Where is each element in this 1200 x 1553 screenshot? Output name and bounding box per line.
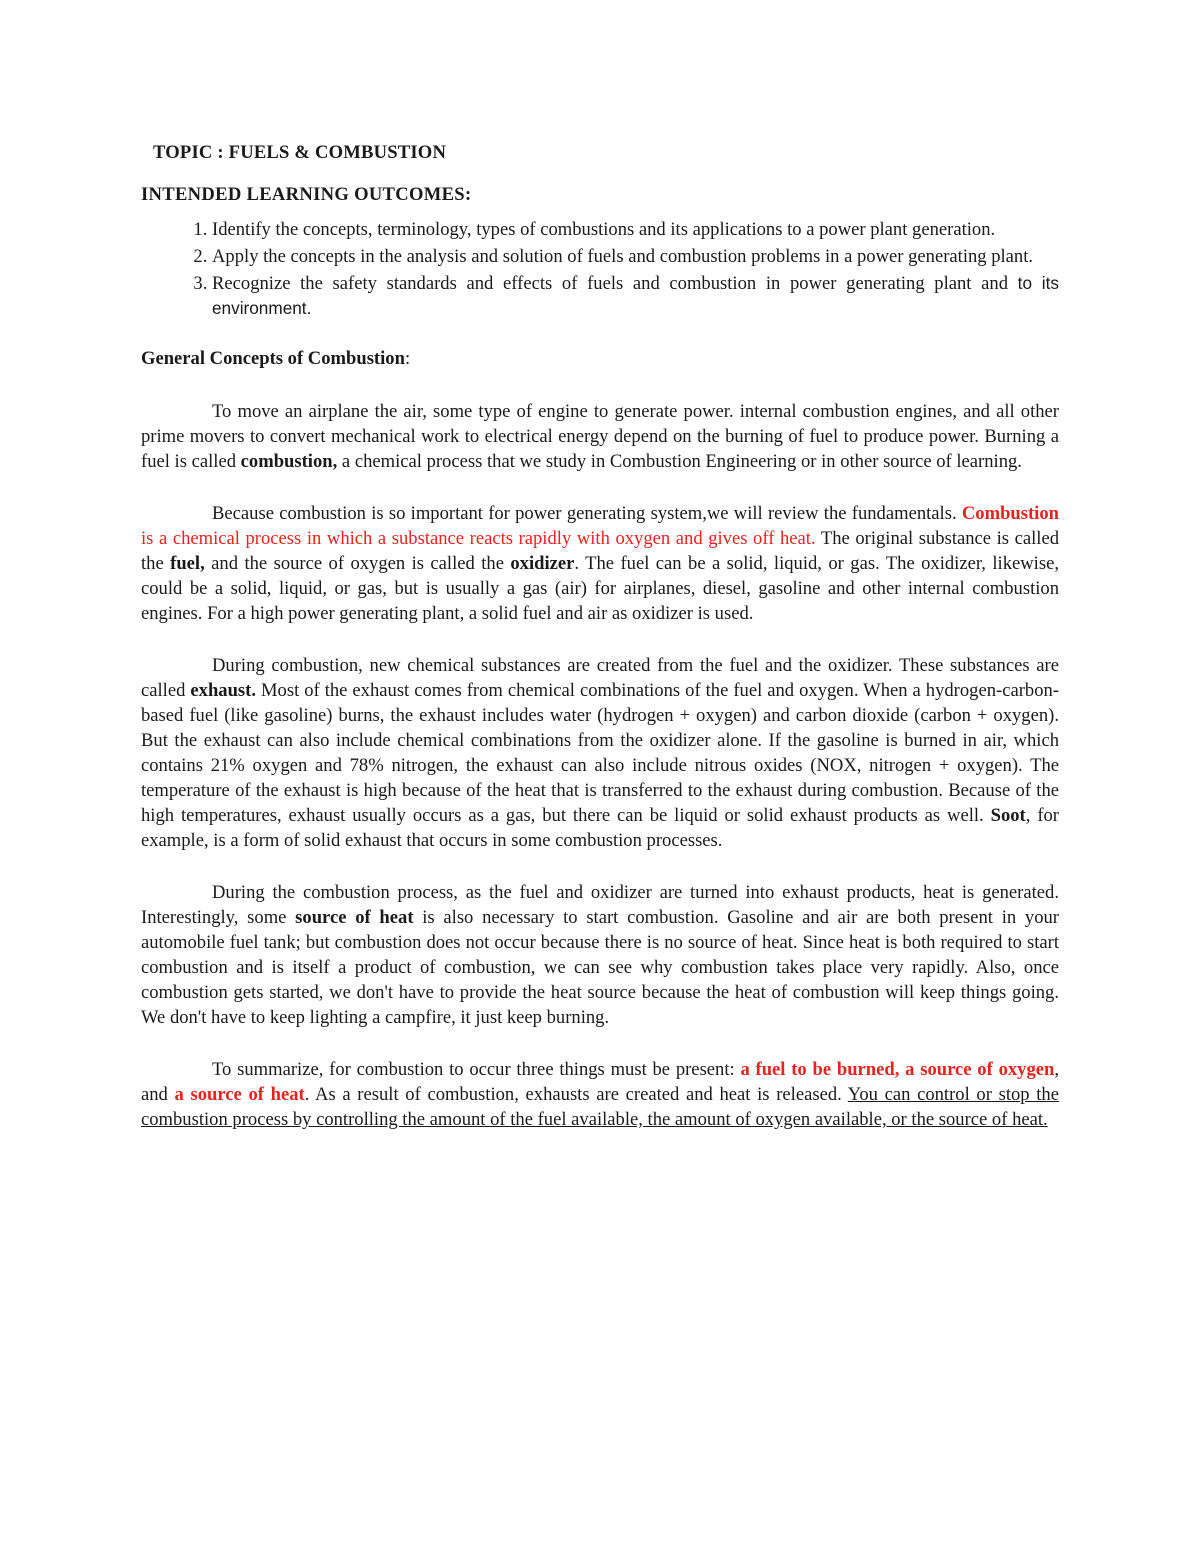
p5-separator-2: , and	[141, 1059, 1060, 1105]
p2-definition-term: Combustion	[961, 503, 1059, 524]
ilo-heading: INTENDED LEARNING OUTCOMES:	[141, 184, 472, 205]
p3-term-soot: Soot	[990, 805, 1026, 826]
list-item	[212, 271, 1059, 321]
paragraph-2	[141, 501, 1059, 626]
list-item	[212, 244, 1059, 269]
outcome-text-2: Apply the concepts in the analysis and solution of fuels and combustion problems in a power generating plant.	[212, 246, 1034, 267]
p2-text-b: The original substance is called the	[141, 528, 1059, 574]
p3-text-a: During combustion, new chemical substances are created from the fuel and the oxidizer. These substances are called	[141, 655, 1059, 701]
p1-text-a: To move an airplane the air, some type of engine to generate power. internal combustion engines, and all other prime movers to convert mechanical work to electrical energy depend on the burning of fuel to produce power. Burning a fuel is called	[141, 401, 1059, 472]
p5-term-fuel: a fuel to be burned	[740, 1059, 895, 1080]
p3-text-c: Most of the exhaust comes from chemical combinations of the fuel and oxygen. When a hydrogen-carbon-based fuel (like gasoline) burns, the exhaust includes water (hydrogen + oxygen) and carbon dioxide (carbon + oxygen). But the exhaust can also include chemical combinations from the oxidizer alone. If the gasoline is burned in air, which contains 21% oxygen and 78% nitrogen, the exhaust can also include nitrous oxides (NOX, nitrogen + oxygen). The temperature of the exhaust is high because of the heat that is transferred to the exhaust during combustion. Because of the high temperatures, exhaust usually occurs as a gas, but there can be liquid or solid exhaust products as well.	[141, 680, 1059, 826]
paragraph-1	[141, 399, 1059, 474]
p2-term-oxidizer: oxidizer	[510, 553, 575, 574]
paragraph-3	[141, 653, 1059, 853]
p2-term-fuel: fuel,	[170, 553, 205, 574]
topic-title: TOPIC : FUELS & COMBUSTION	[153, 142, 447, 163]
p3-text-d: , for example, is a form of solid exhaust that occurs in some combustion processes.	[141, 805, 1059, 851]
list-item	[212, 217, 1059, 242]
p2-text-d: . The fuel can be a solid, liquid, or gas. The oxidizer, likewise, could be a solid, liquid, or gas, but is usually a gas (air) for airplanes, diesel, gasoline and other internal combustion engines. For a high power generating plant, a solid fuel and air as oxidizer is used.	[141, 553, 1059, 624]
p3-term-exhaust: exhaust.	[190, 680, 256, 701]
section-heading-text: General Concepts of Combustion	[141, 348, 405, 369]
outcome-text-3: Recognize the safety standards and effects of fuels and combustion in power generating plant and	[212, 273, 1018, 294]
outcome-text-3-tail: to its environment.	[212, 273, 1059, 318]
section-heading-colon: :	[404, 348, 411, 369]
p4-term-source-of-heat: source of heat	[295, 907, 414, 928]
p2-definition-text: is a chemical process in which a substance reacts rapidly with oxygen and gives off heat.	[141, 528, 816, 549]
p5-underlined-summary: You can control or stop the combustion process by controlling the amount of the fuel available, the amount of oxygen available, or the source of heat.	[141, 1084, 1059, 1130]
paragraph-4	[141, 880, 1059, 1030]
paragraph-5	[141, 1057, 1059, 1132]
document-body	[141, 140, 1059, 1159]
p2-text-a: Because combustion is so important for power generating system,we will review the fundamentals.	[212, 503, 962, 524]
p5-text-a: To summarize, for combustion to occur three things must be present:	[212, 1059, 741, 1080]
p1-text-c: a chemical process that we study in Combustion Engineering or in other source of learning.	[337, 451, 1022, 472]
p5-separator-1: ,	[894, 1059, 906, 1080]
p4-text-c: is also necessary to start combustion. Gasoline and air are both present in your automobile fuel tank; but combustion does not occur because there is no source of heat. Since heat is both required to start combustion and is itself a product of combustion, we can see why combustion takes place very rapidly. Also, once combustion gets started, we don't have to provide the heat source because the heat of combustion will keep things going. We don't have to keep lighting a campfire, it just keep burning.	[141, 907, 1059, 1028]
outcomes-list	[141, 217, 1059, 321]
p5-term-heat: a source of heat	[174, 1084, 305, 1105]
section-heading	[141, 346, 1059, 371]
p4-text-a: During the combustion process, as the fuel and oxidizer are turned into exhaust products, heat is generated. Interestingly, some	[141, 882, 1059, 928]
p2-text-c: and the source of oxygen is called the	[204, 553, 511, 574]
p1-term-combustion: combustion,	[240, 451, 338, 472]
outcome-text-1: Identify the concepts, terminology, types of combustions and its applications to a power plant generation.	[212, 219, 996, 240]
p5-term-oxygen: a source of oxygen	[905, 1059, 1055, 1080]
p5-text-b: . As a result of combustion, exhausts are created and heat is released.	[304, 1084, 848, 1105]
